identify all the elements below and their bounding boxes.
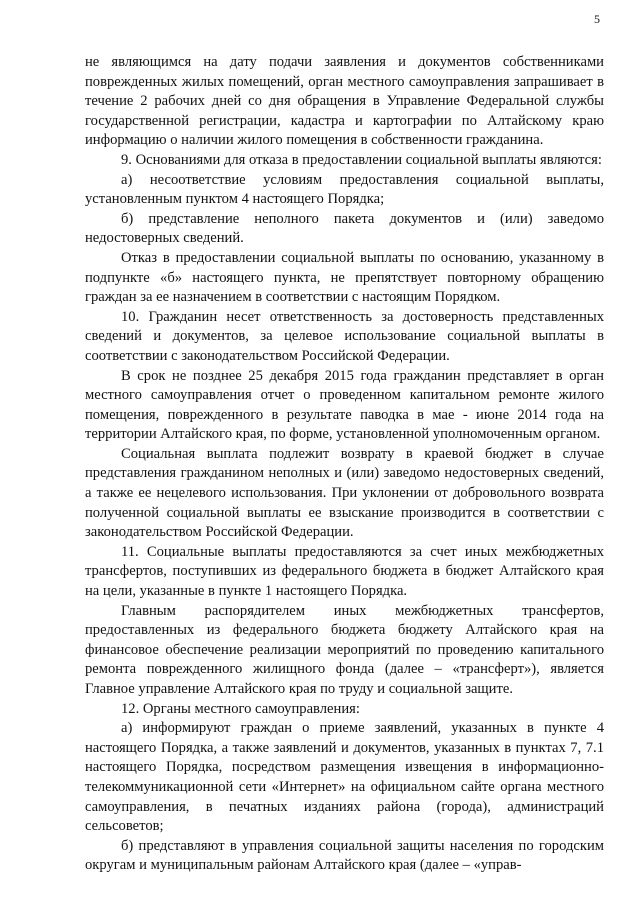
paragraph: 12. Органы местного самоуправления: — [121, 700, 360, 717]
paragraph: Отказ в предоставлении социальной выплаты по основанию, указанному в подпункте «б» настоящего пункта, не препятствует повторному обращению граждан за ее назначением в соответствии с настоящим Порядком. — [85, 249, 604, 306]
page-number: 5 — [594, 12, 600, 26]
document-body — [85, 53, 604, 876]
paragraph: б) представление неполного пакета документов и (или) заведомо недостоверных сведений. — [85, 210, 604, 247]
paragraph: не являющимся на дату подачи заявления и документов собственниками поврежденных жилых помещений, орган местного самоуправления запрашивает в течение 2 рабочих дней со дня обращения в Управление Федеральной службы государственной регистрации, кадастра и картографии по Алтайскому краю информацию о наличии жилого помещения в собственности гражданина. — [85, 54, 604, 149]
paragraph: а) несоответствие условиям предоставления социальной выплаты, установленным пунктом 4 настоящего Порядка; — [85, 171, 604, 208]
paragraph: а) информируют граждан о приеме заявлений, указанных в пункте 4 настоящего Порядка, а также заявлений и документов, указанных в пунктах 7, 7.1 настоящего Порядка, посредством размещения извещения в информационно-телекоммуникационной сети «Интернет» на официальном сайте органа местного самоуправления, в печатных изданиях района (города), администраций сельсоветов; — [85, 720, 604, 835]
paragraph: В срок не позднее 25 декабря 2015 года гражданин представляет в орган местного самоуправления отчет о проведенном капитальном ремонте жилого помещения, поврежденного в результате паводка в мае - июне 2014 года на территории Алтайского края, по форме, установленной уполномоченным органом. — [85, 367, 604, 443]
paragraph: 11. Социальные выплаты предоставляются за счет иных межбюджетных трансфертов, поступивших из федерального бюджета в бюджет Алтайского края на цели, указанные в пункте 1 настоящего Порядка. — [85, 543, 604, 600]
paragraph: б) представляют в управления социальной защиты населения по городским округам и муниципальным районам Алтайского края (далее – «управ- — [85, 837, 604, 874]
paragraph: Социальная выплата подлежит возврату в краевой бюджет в случае представления гражданином неполных и (или) заведомо недостоверных сведений, а также ее нецелевого использования. При уклонении от добровольного возврата полученной социальной выплаты ее взыскание производится в соответствии с законодательством Российской Федерации. — [85, 445, 604, 541]
paragraph: 9. Основаниями для отказа в предоставлении социальной выплаты являются: — [121, 151, 602, 168]
paragraph: Главным распорядителем иных межбюджетных трансфертов, предоставленных из федерального бюджета бюджету Алтайского края на финансовое обеспечение реализации мероприятий по проведению капитального ремонта поврежденного жилищного фонда (далее – «трансферт»), является Главное управление Алтайского края по труду и социальной защите. — [85, 602, 604, 697]
paragraph: 10. Гражданин несет ответственность за достоверность представленных сведений и документов, за целевое использование социальной выплаты в соответствии с законодательством Российской Федерации. — [85, 308, 604, 364]
